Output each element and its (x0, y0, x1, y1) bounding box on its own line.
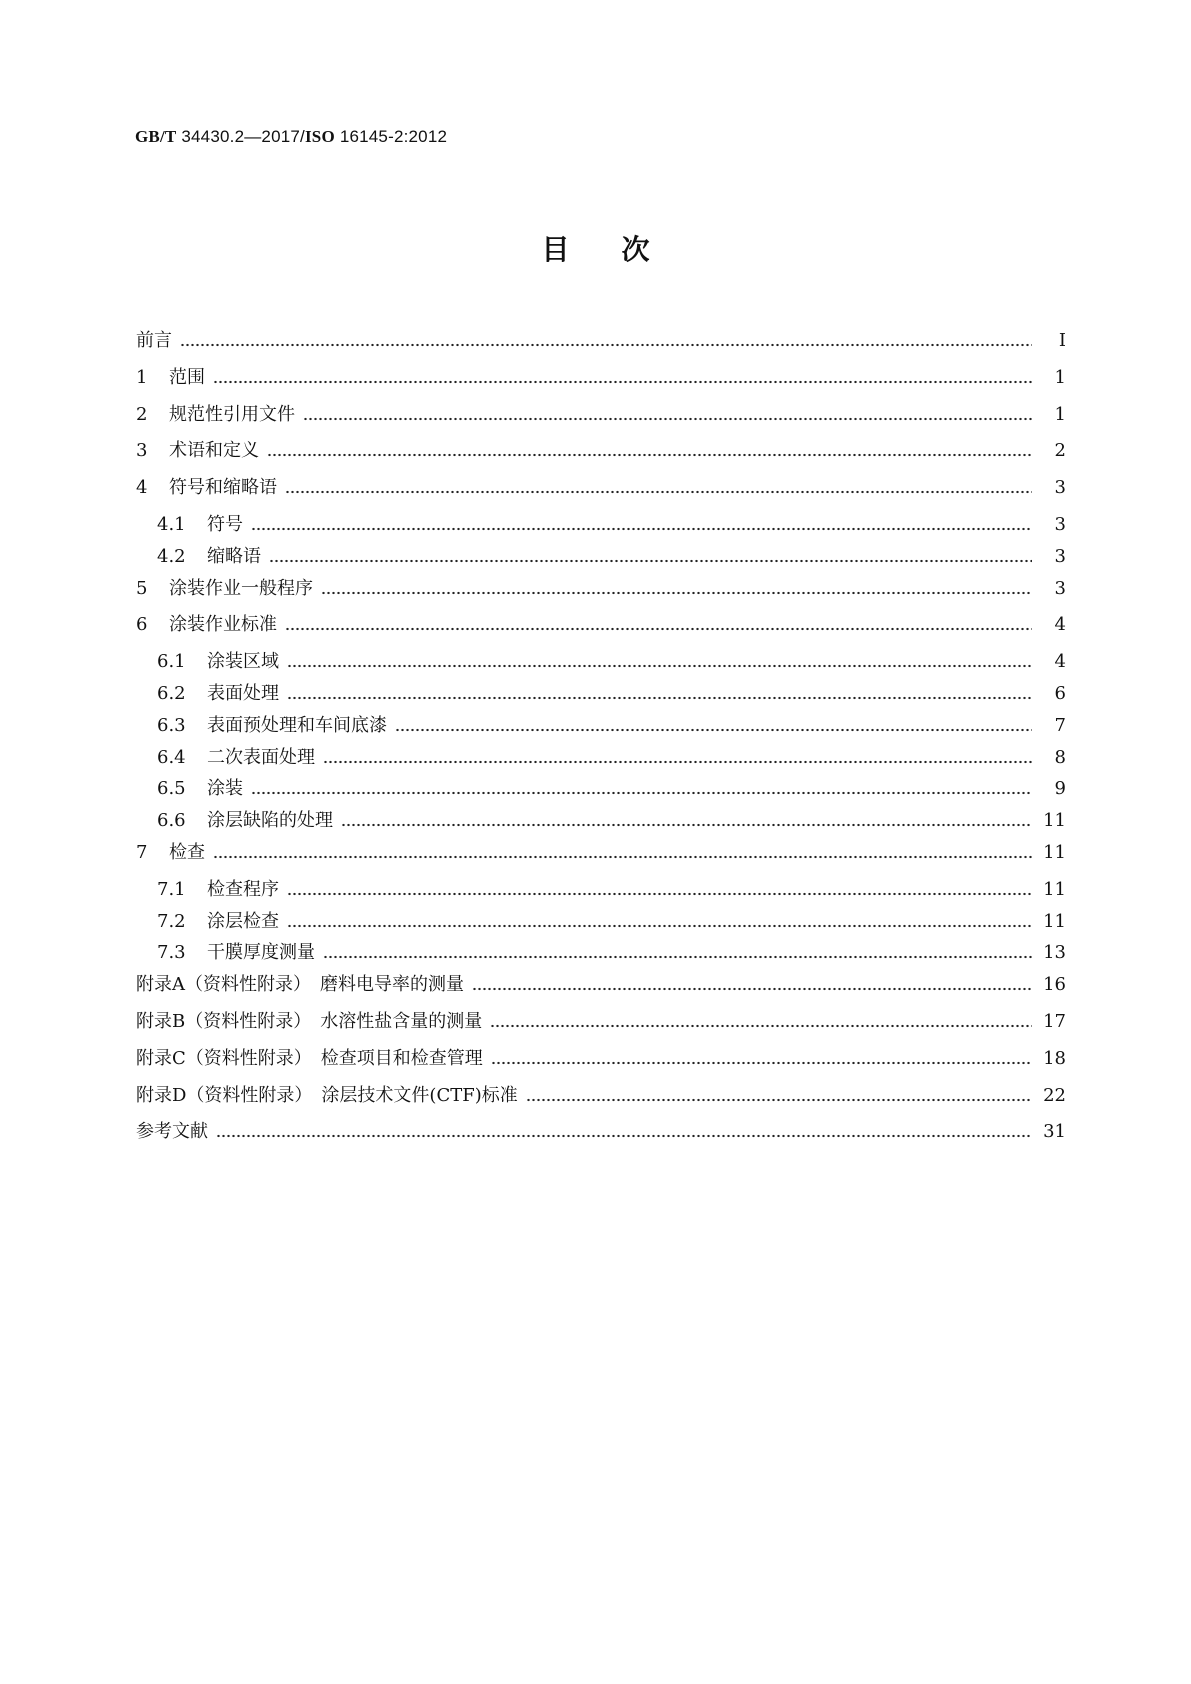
toc-entry-page: 9 (1054, 778, 1066, 800)
toc-entry-page: 6 (1054, 682, 1066, 704)
toc-dot-leader (321, 591, 1032, 595)
toc-entry-title: 符号和缩略语 (169, 477, 277, 499)
toc-entry-number: 7.2 (157, 910, 186, 932)
toc-entry-number: 4.1 (157, 513, 186, 535)
toc-dot-leader (472, 987, 1032, 991)
toc-entry-page: 3 (1054, 513, 1066, 535)
toc-entry-page: 3 (1054, 577, 1066, 599)
toc-entry-title: 附录C（资料性附录） 检查项目和检查管理 (136, 1047, 483, 1069)
toc-dot-leader (491, 1061, 1032, 1065)
toc-entry[interactable] (136, 614, 1066, 636)
toc-entry[interactable] (136, 1121, 1066, 1143)
toc-entry-page: 8 (1054, 746, 1066, 768)
toc-entry-title: 涂装作业标准 (169, 614, 277, 636)
toc-entry-title: 附录D（资料性附录） 涂层技术文件(CTF)标准 (136, 1084, 518, 1106)
page-title: 目次 (541, 233, 702, 266)
iso-prefix: ISO (304, 127, 335, 146)
toc-dot-leader (526, 1098, 1032, 1102)
toc-entry-title: 表面处理 (207, 682, 279, 704)
toc-entry-title: 附录B（资料性附录） 水溶性盐含量的测量 (136, 1010, 483, 1032)
toc-entry[interactable] (136, 911, 1066, 933)
toc-entry-number: 4.2 (157, 545, 186, 567)
toc-entry-page: 1 (1054, 403, 1066, 425)
toc-entry-page: 31 (1043, 1121, 1066, 1143)
toc-dot-leader (287, 664, 1032, 668)
toc-entry-title: 缩略语 (207, 545, 261, 567)
toc-entry-page: 13 (1043, 942, 1066, 964)
toc-entry[interactable] (136, 1011, 1066, 1033)
toc-dot-leader (287, 924, 1032, 928)
iso-number: 16145-2:2012 (339, 127, 448, 146)
toc-entry-title: 参考文献 (136, 1121, 208, 1143)
toc-entry-page: 2 (1054, 440, 1066, 462)
toc-dot-leader (216, 1134, 1032, 1138)
toc-dot-leader (180, 343, 1032, 347)
toc-entry[interactable] (136, 1085, 1066, 1107)
toc-entry-number: 4 (136, 477, 148, 499)
toc-dot-leader (251, 527, 1032, 531)
toc-entry-number: 6.6 (157, 810, 186, 832)
toc-dot-leader (213, 855, 1032, 859)
toc-entry[interactable] (136, 683, 1066, 705)
toc-entry[interactable] (136, 747, 1066, 769)
toc-dot-leader (323, 760, 1032, 764)
toc-entry-number: 6.1 (157, 651, 186, 673)
toc-entry-title: 检查 (169, 841, 205, 863)
toc-entry-number: 7.1 (157, 878, 186, 900)
toc-entry-page: 3 (1054, 545, 1066, 567)
toc-dot-leader (341, 823, 1032, 827)
toc-entry[interactable] (136, 942, 1066, 964)
toc-entry-page: 22 (1043, 1084, 1066, 1106)
toc-entry-title: 术语和定义 (169, 440, 259, 462)
toc-entry-title: 涂装 (207, 778, 243, 800)
toc-dot-leader (269, 559, 1032, 563)
toc-dot-leader (287, 892, 1032, 896)
toc-entry-page: 4 (1054, 614, 1066, 636)
toc-entry-page: Ⅰ (1058, 330, 1066, 351)
toc-dot-leader (285, 490, 1032, 494)
toc-entry[interactable] (136, 842, 1066, 864)
toc-entry-title: 符号 (207, 513, 243, 535)
standard-number: 34430.2—2017/ (181, 127, 305, 146)
toc-entry-page: 16 (1043, 974, 1066, 996)
toc-entry-title: 涂层检查 (207, 910, 279, 932)
toc-entry[interactable] (136, 477, 1066, 499)
toc-entry-number: 6.5 (157, 778, 186, 800)
toc-entry-title: 二次表面处理 (207, 746, 315, 768)
toc-dot-leader (267, 453, 1032, 457)
toc-entry-page: 18 (1043, 1047, 1066, 1069)
toc-dot-leader (251, 791, 1032, 795)
toc-entry[interactable] (136, 974, 1066, 996)
toc-entry[interactable] (136, 810, 1066, 832)
toc-entry-page: 11 (1043, 810, 1066, 832)
toc-entry-number: 3 (136, 440, 148, 462)
toc-dot-leader (303, 417, 1032, 421)
toc-entry-title: 涂装作业一般程序 (169, 577, 313, 599)
toc-entry-number: 6.2 (157, 682, 186, 704)
toc-entry-page: 3 (1054, 477, 1066, 499)
toc-entry-title: 规范性引用文件 (169, 403, 295, 425)
toc-entry-number: 7.3 (157, 942, 186, 964)
toc-dot-leader (323, 955, 1032, 959)
toc-entry[interactable] (136, 578, 1066, 600)
toc-entry[interactable] (136, 367, 1066, 389)
toc-entry[interactable] (136, 514, 1066, 536)
toc-entry-number: 6.4 (157, 746, 186, 768)
toc-entry-number: 6.3 (157, 714, 186, 736)
table-of-contents (136, 330, 1066, 1158)
toc-dot-leader (285, 627, 1032, 631)
toc-entry-number: 5 (136, 577, 148, 599)
toc-entry[interactable] (136, 404, 1066, 426)
toc-entry[interactable] (136, 1048, 1066, 1070)
toc-entry-title: 范围 (169, 366, 205, 388)
toc-entry-page: 1 (1054, 366, 1066, 388)
toc-entry-title: 干膜厚度测量 (207, 942, 315, 964)
toc-dot-leader (213, 380, 1032, 384)
toc-entry[interactable] (136, 330, 1066, 352)
toc-dot-leader (395, 728, 1032, 732)
standard-code (135, 127, 447, 147)
toc-entry-title: 检查程序 (207, 878, 279, 900)
toc-entry-title: 涂装区域 (207, 651, 279, 673)
toc-entry[interactable] (136, 651, 1066, 673)
toc-entry-title: 附录A（资料性附录） 磨料电导率的测量 (136, 974, 464, 996)
toc-entry-number: 2 (136, 403, 148, 425)
toc-entry[interactable] (136, 778, 1066, 800)
toc-entry[interactable] (136, 715, 1066, 737)
toc-entry[interactable] (136, 546, 1066, 568)
toc-entry-page: 11 (1043, 878, 1066, 900)
toc-entry-page: 4 (1054, 651, 1066, 673)
toc-entry[interactable] (136, 440, 1066, 462)
toc-entry-number: 7 (136, 841, 148, 863)
toc-entry-title: 表面预处理和车间底漆 (207, 714, 387, 736)
toc-entry-page: 7 (1054, 714, 1066, 736)
toc-entry-number: 6 (136, 614, 148, 636)
toc-entry-title: 前言 (136, 330, 172, 351)
toc-dot-leader (287, 696, 1032, 700)
toc-entry-title: 涂层缺陷的处理 (207, 810, 333, 832)
toc-entry-page: 17 (1043, 1010, 1066, 1032)
toc-entry[interactable] (136, 879, 1066, 901)
toc-entry-page: 11 (1043, 910, 1066, 932)
toc-dot-leader (490, 1024, 1032, 1028)
toc-entry-number: 1 (136, 366, 148, 388)
standard-prefix: GB/T (135, 127, 177, 146)
toc-entry-page: 11 (1043, 841, 1066, 863)
